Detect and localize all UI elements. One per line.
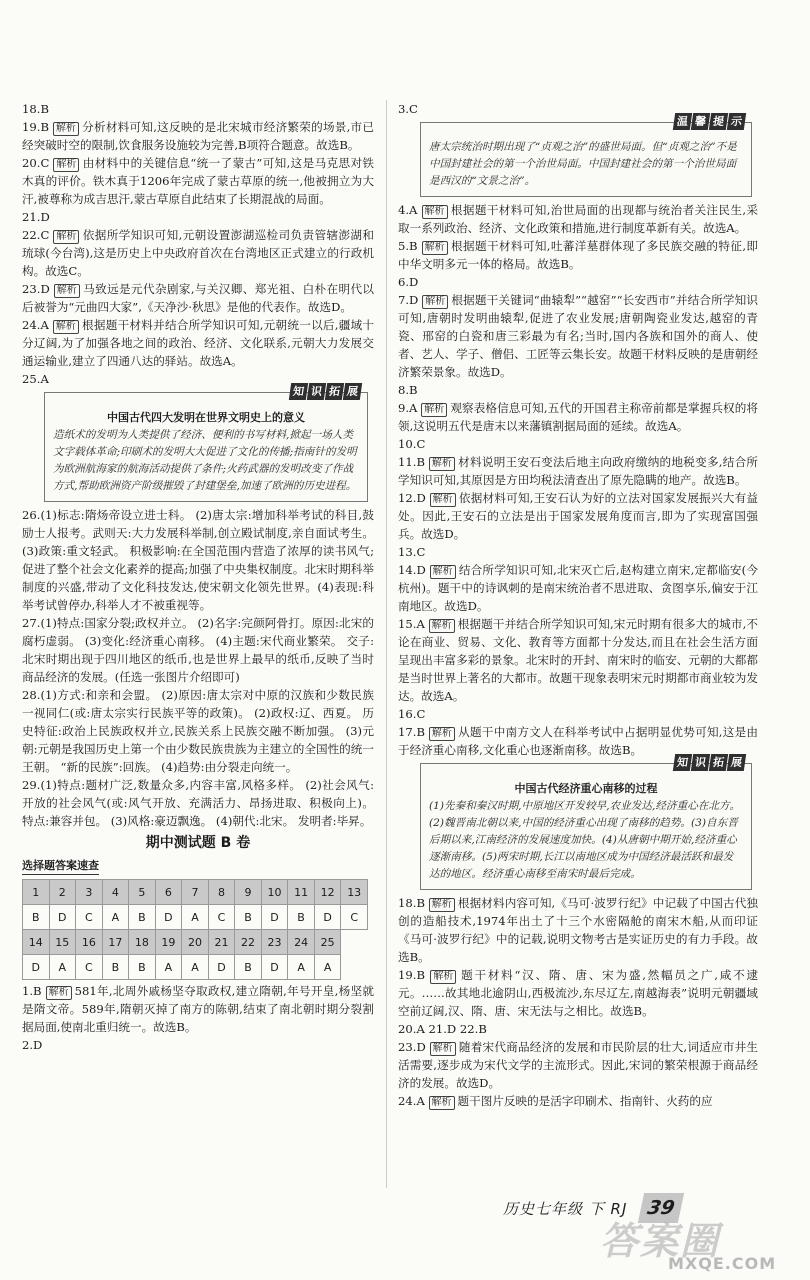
answer-cell: D (261, 905, 288, 930)
question-number-cell: 1 (23, 880, 50, 905)
answer-table (22, 879, 368, 980)
question-number-cell: 19 (155, 930, 182, 955)
analysis-tag: 解析 (53, 122, 79, 136)
answer-text: 25.A (22, 372, 49, 386)
answer-item (22, 280, 374, 316)
answer-text: 26.(1)标志:隋炀帝设立进士科。 (2)唐太宗:增加科举考试的科目,鼓励士人报考。武则天:大力发展科举制,创立殿试制度,亲自面试考生。 (3)政策:重文轻武。 积极影响:在全国范围内营造了浓厚的读书风气;促进了整个社会文化素养的提高;加强了中央集权制度。北宋时期科举制度的兴盛,带动了文化科技发达,使宋朝文化领先世界。(4)表现:科举考试曾停办,科举人才不被重视等。 (22, 508, 374, 612)
answer-item (22, 118, 374, 154)
question-number-cell: 8 (208, 880, 235, 905)
answer-number: 20.C (22, 156, 50, 170)
question-number-cell: 2 (49, 880, 76, 905)
tip-box (420, 115, 752, 197)
answer-text: 随着宋代商品经济的发展和市民阶层的壮大,词适应市井生活需要,逐步成为宋代文学的主流形式。因此,宋词的繁荣根源于商品经济的发展。故选D。 (398, 1040, 759, 1090)
answer-item (398, 273, 758, 291)
answer-item (398, 201, 758, 237)
answer-text: 27.(1)特点:国家分裂;政权并立。 (2)名字:完颜阿骨打。原因:北宋的腐朽虚弱。 (3)变化:经济重心南移。 (4)主题:宋代商业繁荣。 交子:北宋时期出现于四川地区的纸币,也是世界上最早的纸币,反映了当时商品经济的发展。(任选一张图片介绍即可) (22, 616, 374, 684)
box-title: 中国古代经济重心南移的过程 (514, 782, 658, 795)
answer-text: 根据题干并结合所学知识可知,宋元时期有很多大的城市,不论在商业、贸易、文化、教育等方面都十分发达,而且在社会生活方面呈现出丰富多彩的景象。北宋时的开封、南宋时的临安、元朝的大都都是当时世界上著名的大都市。故题干现象表明宋元时期都市商业较为发达。故选A。 (398, 617, 759, 703)
answer-number: 17.B (398, 725, 425, 739)
answer-item (398, 615, 758, 705)
answer-text: 从题干中南方文人在科举考试中占据明显优势可知,这是由于经济重心南移,文化重心也逐渐南移。故选B。 (398, 725, 759, 757)
answer-cell: A (102, 905, 129, 930)
answer-number: 24.A (398, 1094, 425, 1108)
answer-item (398, 894, 758, 966)
badge-char: 拓 (709, 754, 728, 771)
answer-text: 16.C (398, 707, 426, 721)
answer-item (22, 776, 374, 830)
question-number-cell: 20 (182, 930, 209, 955)
badge-char: 展 (343, 383, 362, 400)
analysis-tag: 解析 (429, 898, 455, 912)
question-number-cell: 16 (76, 930, 103, 955)
badge-char: 馨 (691, 113, 710, 130)
answer-number: 7.D (398, 293, 419, 307)
badge-char: 展 (727, 754, 746, 771)
answer-number: 23.D (398, 1040, 426, 1054)
left-answers-a (22, 100, 374, 388)
answer-cell: A (155, 955, 182, 980)
answer-text: 观察表格信息可知,五代的开国君主称帝前都是掌握兵权的将领,这说明五代是唐末以来藩镇割据局面的延续。故选A。 (398, 401, 759, 433)
answer-number: 19.B (22, 120, 49, 134)
answer-text: 28.(1)方式:和亲和会盟。 (2)原因:唐太宗对中原的汉族和少数民族一视同仁(或:唐太宗实行民族平等的政策)。 (2)政权:辽、西夏。 历史特征:政治上民族政权并立,民族关系上民族交融不断加强。 (3)元朝:元朝是我国历史上第一个由少数民族贵族为主建立的全国性的统一王朝。 “新的民族”:回族。 (4)趋势:由分裂走向统一。 (22, 688, 374, 774)
answer-text: 题干图片反映的是活字印刷术、指南针、火药的应 (457, 1094, 713, 1108)
badge-char: 拓 (325, 383, 344, 400)
question-number-cell: 18 (129, 930, 156, 955)
answer-cell: D (23, 955, 50, 980)
analysis-tag: 解析 (422, 205, 448, 219)
analysis-tag: 解析 (430, 493, 456, 507)
question-number-cell: 24 (288, 930, 315, 955)
answer-number: 9.A (398, 401, 418, 415)
badge-char: 知 (673, 754, 692, 771)
question-number-cell: 13 (341, 880, 368, 905)
left-column (22, 100, 374, 1054)
answer-item (22, 614, 374, 686)
analysis-tag: 解析 (54, 284, 80, 298)
answer-item (398, 1092, 758, 1110)
answer-item (22, 100, 374, 118)
answer-item (398, 399, 758, 435)
badge-char: 温 (673, 113, 692, 130)
answer-cell: B (129, 955, 156, 980)
answer-text: 依据所学知识可知,元朝设置澎湖巡检司负责管辖澎湖和琉球(今台湾),这是历史上中央政府首次在台湾地区正式建立的行政机构。故选C。 (22, 228, 375, 278)
tip-badge (674, 113, 745, 130)
watermark-url: MXQE.COM (668, 1254, 777, 1273)
column-divider (386, 100, 387, 1188)
analysis-tag: 解析 (53, 158, 79, 172)
question-number-cell: 10 (261, 880, 288, 905)
analysis-tag: 解析 (422, 241, 448, 255)
answer-cell: C (76, 955, 103, 980)
answer-cell: D (208, 955, 235, 980)
box-text: (1)先秦和秦汉时期,中原地区开发较早,农业发达,经济重心在北方。(2)魏晋南北朝以来,中国的经济重心出现了南移的趋势。(3)自东晋后期以来,江南经济的发展速度加快。(4)从唐朝中期开始,经济重心逐渐南移。(5)两宋时期,长江以南地区成为中国经济最活跃和最发达的地区。经济重心南移至南宋时最后完成。 (429, 800, 741, 880)
answer-text: 8.B (398, 383, 418, 397)
right-answers-c (398, 894, 758, 1110)
answer-number: 15.A (398, 617, 425, 631)
answer-number: 22.C (22, 228, 50, 242)
box-text: 唐太宗统治时期出现了“贞观之治”的盛世局面。但“贞观之治”不是中国封建社会的第一个治世局面。中国封建社会的第一个治世局面是西汉的“文景之治”。 (429, 141, 737, 187)
answer-item (398, 381, 758, 399)
page-number: 39 (638, 1193, 684, 1223)
answer-item (22, 226, 374, 280)
answer-text: 根据题干材料并结合所学知识可知,元朝统一以后,疆域十分辽阔,为了加强各地之间的政治、经济、文化联系,元朝大力发展交通运输业,建立了四通八达的驿站。故选A。 (22, 318, 375, 368)
answer-item (22, 154, 374, 208)
answer-cell: C (76, 905, 103, 930)
answer-item (22, 506, 374, 614)
question-number-cell: 21 (208, 930, 235, 955)
answer-text: 根据题干材料可知,治世局面的出现都与统治者关注民生,采取一系列政治、经济、文化政策和措施,进行制度革新有关。故选A。 (398, 203, 759, 235)
answer-text: 3.C (398, 102, 418, 116)
answer-cell: D (261, 955, 288, 980)
answer-text: 581年,北周外戚杨坚夺取政权,建立隋朝,年号开皇,杨坚就是隋文帝。589年,隋朝灭掉了南方的陈朝,结束了南北朝时期分裂割据局面,使南北重归统一。故选B。 (22, 984, 375, 1034)
answer-item (398, 489, 758, 543)
answer-cell: A (314, 955, 341, 980)
answer-text: 根据材料内容可知,《马可·波罗行纪》中记载了中国古代独创的造船技术,1974年出土了十三个水密隔舱的南宋木船,从而印证《马可·波罗行纪》中的记载,说明文物考古是实证历史的有力手段。故选B。 (398, 896, 759, 964)
answer-text: 根据题干材料可知,吐蕃洋墓群体现了多民族交融的特征,即中华文明多元一体的格局。故选B。 (398, 239, 758, 271)
answer-text: 2.D (22, 1038, 43, 1052)
analysis-tag: 解析 (421, 403, 447, 417)
question-number-cell: 3 (76, 880, 103, 905)
answer-item (398, 291, 758, 381)
answer-item (398, 1038, 758, 1092)
answer-item (22, 1036, 374, 1054)
answer-text: 分析材料可知,这反映的是北宋城市经济繁荣的场景,市已经突破时空的限制,饮食服务设施较为完善,B项符合题意。故选B。 (22, 120, 374, 152)
answer-item (398, 705, 758, 723)
analysis-tag: 解析 (53, 320, 79, 334)
answer-cell: C (208, 905, 235, 930)
answer-number: 23.D (22, 282, 50, 296)
box-title: 中国古代四大发明在世界文明史上的意义 (107, 411, 305, 424)
question-number-cell: 22 (235, 930, 262, 955)
analysis-tag: 解析 (46, 986, 72, 1000)
analysis-tag: 解析 (430, 970, 456, 984)
left-answers-c (22, 982, 374, 1054)
question-number-cell: 5 (129, 880, 156, 905)
answer-cell: B (102, 955, 129, 980)
right-answers-b (398, 201, 758, 759)
box-text: 造纸术的发明为人类提供了经济、便利的书写材料,掀起一场人类文字载体革命;印刷术的发明大大促进了文化的传播;指南针的发明为欧洲航海家的航海活动提供了条件;火药武器的发明改变了作战方式,帮助欧洲资产阶级摧毁了封建堡垒,加速了欧洲的历史进程。 (53, 429, 357, 492)
analysis-tag: 解析 (422, 295, 448, 309)
analysis-tag: 解析 (429, 619, 455, 633)
answer-number: 11.B (398, 455, 425, 469)
analysis-tag: 解析 (429, 1096, 455, 1110)
knowledge-box-economy (420, 756, 752, 890)
answer-text: 由材料中的关键信息“统一了蒙古”可知,这是马克思对铁木真的评价。铁木真于1206年完成了蒙古草原的统一,他被拥立为大汗,被尊称为成吉思汗,蒙古草原自此结束了长期混战的局面。 (22, 156, 375, 206)
answer-item (22, 982, 374, 1036)
answer-item (22, 208, 374, 226)
answer-cell: A (182, 905, 209, 930)
answer-number: 19.B (398, 968, 425, 982)
question-number-cell: 25 (314, 930, 341, 955)
answer-text: 依据材料可知,王安石认为好的立法对国家发展振兴大有益处。因此,王安石的立法是出于国家发展角度而言,即为了实现富国强兵。故选D。 (398, 491, 759, 541)
answer-number: 12.D (398, 491, 426, 505)
answer-cell: B (23, 905, 50, 930)
answer-text: 题干材料“汉、隋、唐、宋为盛,然幅员之广,咸不逮元。……故其地北逾阴山,西极流沙,东尽辽左,南越海表”说明元朝疆域空前辽阔,汉、隋、唐、宋无法与之相比。故选B。 (398, 968, 758, 1018)
answer-quick-label: 选择题答案速查 (22, 857, 99, 875)
question-number-cell: 23 (261, 930, 288, 955)
answer-number: 5.B (398, 239, 418, 253)
answer-cell: B (129, 905, 156, 930)
answer-item (398, 453, 758, 489)
answer-number: 18.B (398, 896, 425, 910)
question-number-cell: 7 (182, 880, 209, 905)
answer-text: 20.A 21.D 22.B (398, 1022, 487, 1036)
answer-text: 13.C (398, 545, 426, 559)
question-number-cell: 9 (235, 880, 262, 905)
analysis-tag: 解析 (430, 1042, 456, 1056)
answer-cell: B (235, 955, 262, 980)
answer-item (398, 237, 758, 273)
answer-cell: A (288, 955, 315, 980)
answer-cell: B (288, 905, 315, 930)
question-number-cell: 14 (23, 930, 50, 955)
answer-item (398, 543, 758, 561)
right-column (398, 100, 758, 1110)
left-answers-b (22, 506, 374, 830)
answer-text: 18.B (22, 102, 49, 116)
question-number-cell: 12 (314, 880, 341, 905)
knowledge-badge (674, 754, 745, 771)
answer-text: 6.D (398, 275, 419, 289)
section-title: 期中测试题 B 卷 (145, 835, 251, 851)
badge-char: 示 (727, 113, 746, 130)
knowledge-box-inventions (44, 385, 368, 502)
badge-char: 识 (691, 754, 710, 771)
question-number-cell: 17 (102, 930, 129, 955)
answer-item (398, 966, 758, 1020)
analysis-tag: 解析 (429, 727, 455, 741)
answer-item (22, 686, 374, 776)
answer-item (398, 1020, 758, 1038)
question-number-cell: 4 (102, 880, 129, 905)
badge-char: 提 (709, 113, 728, 130)
question-number-cell: 6 (155, 880, 182, 905)
answer-number: 14.D (398, 563, 426, 577)
knowledge-badge (290, 383, 361, 400)
answer-number: 1.B (22, 984, 42, 998)
answer-cell: B (235, 905, 262, 930)
analysis-tag: 解析 (53, 230, 79, 244)
watermark (600, 1210, 796, 1276)
answer-item (398, 561, 758, 615)
watermark-logo: 答案圈 (600, 1219, 721, 1263)
analysis-tag: 解析 (429, 457, 455, 471)
answer-text: 材料说明王安石变法后地主向政府缴纳的地税变多,结合所学知识可知,其原因是方田均税法清查出了原先隐瞒的地产。故选B。 (398, 455, 759, 487)
answer-text: 21.D (22, 210, 50, 224)
answer-item (22, 316, 374, 370)
answer-text: 29.(1)特点:题材广泛,数量众多,内容丰富,风格多样。 (2)社会风气:开放的社会风气(或:风气开放、充满活力、昂扬进取、积极向上)。 特点:兼容并包。 (3)风格:豪迈飘逸。 (4)朝代:北宋。 发明者:毕昇。 (22, 778, 374, 828)
question-number-cell: 15 (49, 930, 76, 955)
answer-text: 结合所学知识可知,北宋灭亡后,赵构建立南宋,定都临安(今杭州)。题干中的诗讽刺的是南宋统治者不思进取、贪图享乐,偏安于江南地区。故选D。 (398, 563, 758, 613)
answer-text: 根据题干关键词“曲辕犁”“越窑”“长安西市”并结合所学知识可知,唐朝时发明曲辕犁,促进了农业发展;唐朝陶瓷业发达,越窑的青瓷、邢窑的白瓷和唐三彩最为有名;当时,国内各族和国外的商人、使者、艺人、学子、僧侣、工匠等云集长安。故题干材料反映的是唐朝经济繁荣景象。故选D。 (398, 293, 758, 379)
footer-subject: 历史七年级 下 RJ (503, 1199, 628, 1218)
analysis-tag: 解析 (430, 565, 456, 579)
badge-char: 识 (307, 383, 326, 400)
answer-cell: C (341, 905, 368, 930)
answer-text: 马致远是元代杂剧家,与关汉卿、郑光祖、白朴在明代以后被誉为“元曲四大家”,《天净沙·秋思》是他的代表作。故选D。 (22, 282, 375, 314)
answer-cell: D (49, 905, 76, 930)
answer-number: 4.A (398, 203, 418, 217)
badge-char: 知 (289, 383, 308, 400)
answer-cell: A (182, 955, 209, 980)
question-number-cell: 11 (288, 880, 315, 905)
answer-number: 24.A (22, 318, 49, 332)
answer-cell: D (155, 905, 182, 930)
answer-cell: D (314, 905, 341, 930)
answer-text: 10.C (398, 437, 426, 451)
answer-item (398, 435, 758, 453)
answer-cell: A (49, 955, 76, 980)
